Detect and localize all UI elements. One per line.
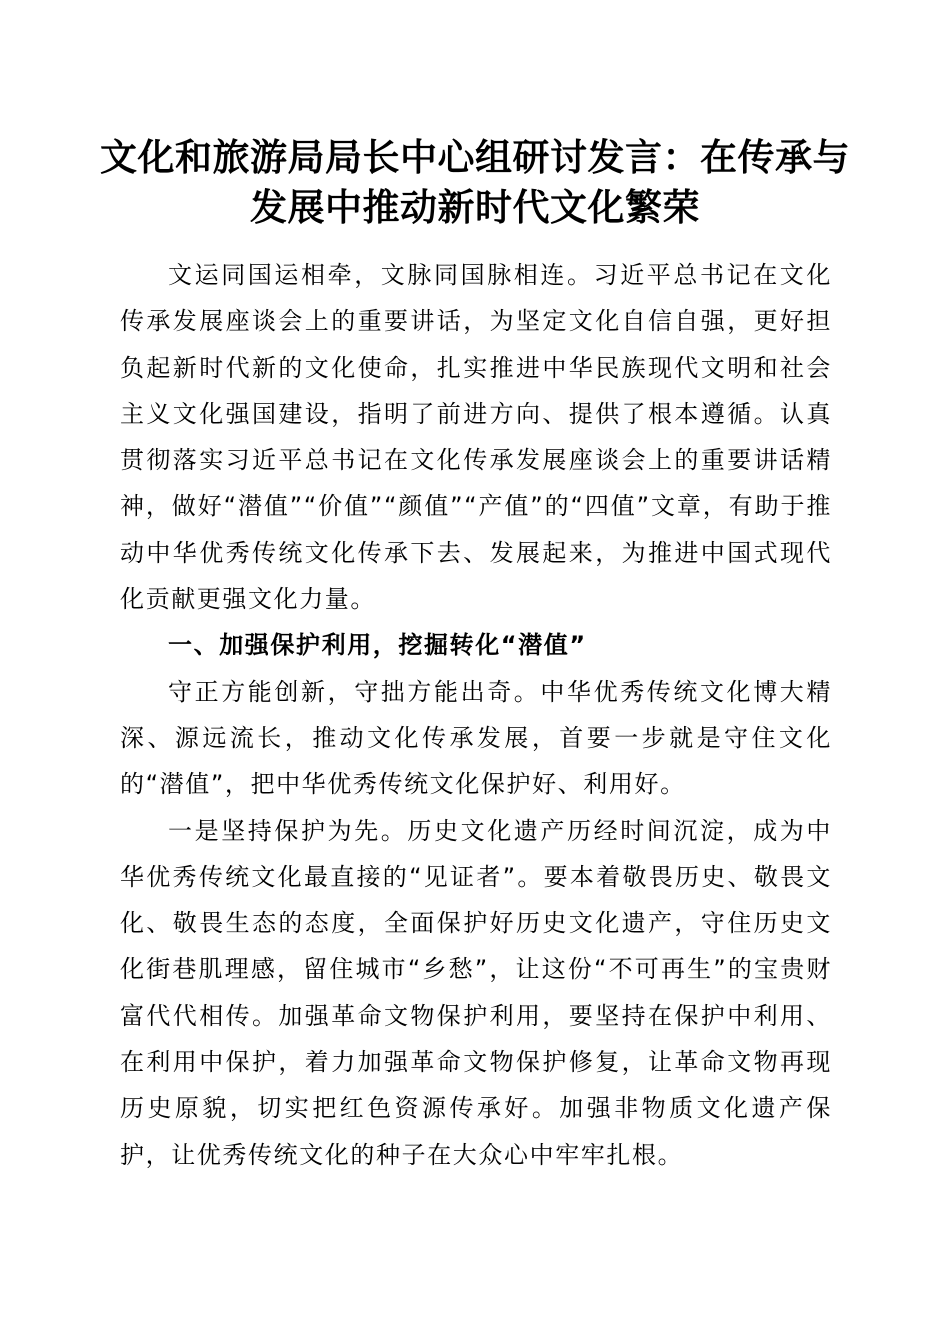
paragraph-lead-phrase: 一是坚持保护为先。 — [168, 816, 408, 845]
paragraph-body-text: 历史文化遗产历经时间沉淀，成为中华优秀传统文化最直接的“见证者”。要本着敬畏历史、敬畏文化、敬畏生态的态度，全面保护好历史文化遗产，守住历史文化街巷肌理感，留住城市“乡愁”，让这份“不可再生”的宝贵财富代代相传。加强革命文物保护利用，要坚持在保护中利用、在利用中保护，着力加强革命文物保护修复，让革命文物再现历史原貌，切实把红色资源传承好。加强非物质文化遗产保护，让优秀传统文化的种子在大众心中牢牢扎根。 — [120, 816, 832, 1169]
paragraph-protection-first — [120, 808, 832, 1178]
paragraph-intro: 文运同国运相牵，文脉同国脉相连。习近平总书记在文化传承发展座谈会上的重要讲话，为坚定文化自信自强，更好担负起新时代新的文化使命，扎实推进中华民族现代文明和社会主义文化强国建设，指明了前进方向、提供了根本遵循。认真贯彻落实习近平总书记在文化传承发展座谈会上的重要讲话精神，做好“潜值”“价值”“颜值”“产值”的“四值”文章，有助于推动中华优秀传统文化传承下去、发展起来，为推进中国式现代化贡献更强文化力量。 — [120, 261, 832, 614]
document-title: 文化和旅游局局长中心组研讨发言：在传承与发展中推动新时代文化繁荣 — [100, 135, 850, 229]
paragraph-section-1-intro: 守正方能创新，守拙方能出奇。中华优秀传统文化博大精深、源远流长，推动文化传承发展，首要一步就是守住文化的“潜值”，把中华优秀传统文化保护好、利用好。 — [120, 677, 832, 799]
section-heading-1: 一、加强保护利用，挖掘转化“潜值” — [168, 631, 587, 660]
document-body — [120, 252, 832, 1178]
